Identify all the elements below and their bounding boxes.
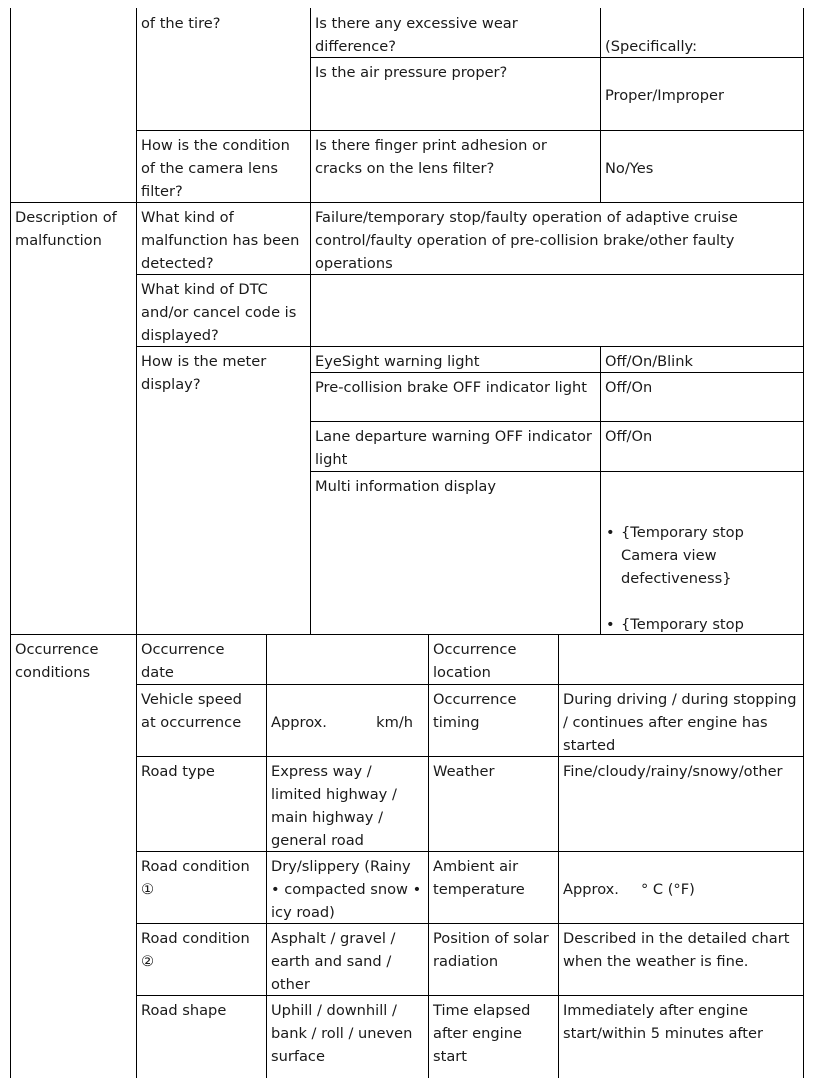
wear-question-cell: Is there any excessive wear difference?: [315, 15, 518, 55]
lens-answer-cell: [600, 130, 803, 202]
ambient-unit-text: ° C (°F): [640, 881, 695, 898]
grid-line: [10, 202, 804, 203]
occurrence-date-label: Occurrence date: [141, 641, 225, 681]
speed-approx-text: Approx.: [271, 714, 327, 731]
speed-unit-text: km/h: [376, 714, 413, 731]
grid-line: [136, 923, 804, 924]
grid-line: [310, 471, 804, 472]
vehicle-speed-line: [271, 711, 423, 734]
road-condition-1-value: Dry/slippery (Rainy • compacted snow • icy road): [271, 858, 422, 921]
multi-display-list: [605, 498, 798, 634]
grid-line: [803, 8, 804, 1078]
list-item: • {Temporary stop: [605, 613, 798, 634]
occurrence-timing-label: Occurrence timing: [433, 691, 517, 731]
lane-value-cell: Off/On: [605, 428, 653, 445]
grid-line: [558, 634, 559, 1078]
grid-line: [600, 346, 601, 634]
air-question-cell: Is the air pressure proper?: [315, 64, 508, 81]
solar-radiation-value: Described in the detailed chart when the weather is fine.: [563, 930, 790, 970]
grid-line: [136, 995, 804, 996]
time-elapsed-value: Immediately after engine start/within 5 minutes after: [563, 1002, 763, 1042]
ambient-temp-value: [558, 851, 803, 923]
vehicle-speed-label: Vehicle speed at occurrence: [141, 691, 242, 731]
wear-spec-text: (Specifically:: [605, 38, 698, 55]
precollision-label-cell: Pre-collision brake OFF indicator light: [315, 379, 587, 396]
multi-display-label-cell: Multi information display: [315, 478, 496, 495]
grid-line: [136, 274, 804, 275]
lane-label-cell: Lane departure warning OFF indicator light: [315, 428, 592, 468]
grid-line: [136, 8, 137, 1078]
time-elapsed-label: Time elapsed after engine start: [433, 1002, 531, 1065]
meter-question-cell: How is the meter display?: [141, 353, 267, 393]
weather-label: Weather: [433, 763, 495, 780]
weather-value: Fine/cloudy/rainy/snowy/other: [563, 763, 783, 780]
wear-answer-cell: [600, 8, 803, 57]
grid-line: [10, 634, 804, 635]
road-condition-2-value: Asphalt / gravel / earth and sand / other: [271, 930, 396, 993]
lens-question-cell: Is there finger print adhesion or cracks on the lens filter?: [315, 137, 547, 177]
road-type-value: Express way / limited highway / main highway / general road: [271, 763, 397, 849]
tire-question-cell: of the tire?: [141, 15, 221, 32]
air-answer-cell: [600, 57, 803, 130]
grid-line: [310, 57, 804, 58]
multi-display-value-cell: [600, 471, 803, 634]
occurrence-header-cell: Occurrence conditions: [15, 641, 99, 681]
malfunction-kind-answer: Failure/temporary stop/faulty operation of adaptive cruise control/faulty operation of pre-collision brake/other faulty operations: [315, 209, 738, 272]
grid-line: [428, 634, 429, 1078]
malfunction-header-cell: Description of malfunction: [15, 209, 117, 249]
grid-line: [136, 684, 804, 685]
solar-radiation-label: Position of solar radiation: [433, 930, 549, 970]
road-condition-1-label: Road condition ①: [141, 858, 250, 898]
occurrence-location-label: Occurrence location: [433, 641, 517, 681]
dtc-question-cell: What kind of DTC and/or cancel code is displayed?: [141, 281, 297, 344]
occurrence-timing-value: During driving / during stopping / continues after engine has started: [563, 691, 797, 754]
grid-line: [266, 634, 267, 1078]
ambient-approx-text: Approx.: [563, 881, 619, 898]
road-shape-value: Uphill / downhill / bank / roll / uneven surface: [271, 1002, 413, 1065]
road-condition-2-label: Road condition ②: [141, 930, 250, 970]
malfunction-kind-question: What kind of malfunction has been detected?: [141, 209, 300, 272]
road-shape-label: Road shape: [141, 1002, 227, 1019]
vehicle-speed-value: [266, 684, 428, 756]
grid-line: [136, 851, 804, 852]
camera-question-cell: How is the condition of the camera lens filter?: [141, 137, 290, 200]
road-type-label: Road type: [141, 763, 215, 780]
grid-line: [10, 8, 11, 1078]
eyesight-label-cell: EyeSight warning light: [315, 353, 480, 370]
grid-line: [136, 756, 804, 757]
grid-line: [136, 130, 804, 131]
eyesight-value-cell: Off/On/Blink: [605, 353, 693, 370]
list-item: • {Temporary stop Camera view defectiveness}: [605, 521, 798, 590]
grid-line: [600, 8, 601, 202]
grid-line: [136, 346, 804, 347]
air-option-text: Proper/Improper: [605, 87, 724, 104]
precollision-value-cell: Off/On: [605, 379, 653, 396]
grid-line: [310, 421, 804, 422]
grid-line: [310, 372, 804, 373]
ambient-temp-label: Ambient air temperature: [433, 858, 525, 898]
lens-option-text: No/Yes: [605, 160, 654, 177]
grid-line: [310, 8, 311, 634]
occurrence-location-value: [558, 634, 803, 684]
occurrence-date-value: [266, 634, 428, 684]
dtc-answer-cell: [310, 274, 803, 346]
